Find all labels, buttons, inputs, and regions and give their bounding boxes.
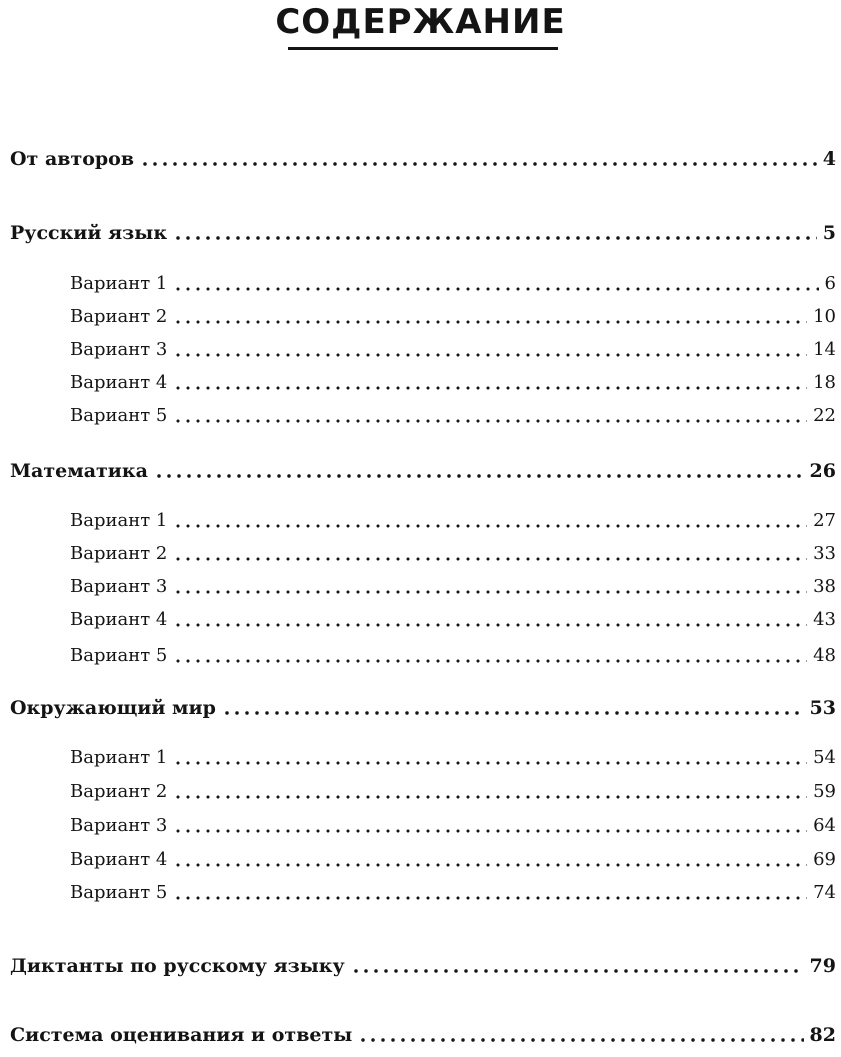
toc-subentry-page: 64 [813, 815, 836, 836]
toc-subentry-page: 14 [813, 339, 836, 360]
toc-subentry-label: Вариант 4 [70, 372, 168, 393]
toc-subentry-label: Вариант 4 [70, 849, 168, 870]
toc-subentry-russian-variant-3[interactable] [70, 339, 836, 360]
toc-subentry-label: Вариант 5 [70, 882, 168, 903]
toc-entry-label: Система оценивания и ответы [10, 1024, 353, 1046]
dot-leader [140, 162, 817, 166]
dot-leader [173, 761, 807, 765]
toc-entry-grading-and-answers[interactable] [10, 1024, 836, 1046]
toc-entry-russian-language[interactable] [10, 222, 836, 244]
dot-leader [351, 969, 804, 973]
toc-entry-page: 53 [809, 697, 836, 719]
toc-entry-page: 79 [809, 955, 836, 977]
toc-subentry-label: Вариант 3 [70, 815, 168, 836]
toc-subentry-label: Вариант 1 [70, 747, 168, 768]
toc-subentry-math-variant-3[interactable] [70, 576, 836, 597]
toc-entry-page: 5 [822, 222, 836, 244]
toc-entry-label: От авторов [10, 148, 135, 170]
toc-subentry-russian-variant-1[interactable] [70, 273, 836, 294]
toc-subentry-page: 38 [813, 576, 836, 597]
toc-subentry-label: Вариант 2 [70, 781, 168, 802]
toc-subentry-world-variant-5[interactable] [70, 882, 836, 903]
dot-leader [222, 711, 804, 715]
toc-subentry-label: Вариант 1 [70, 273, 168, 294]
toc-subentry-russian-variant-5[interactable] [70, 405, 836, 426]
dot-leader [173, 659, 807, 663]
toc-subentry-page: 43 [813, 609, 836, 630]
title-underline [288, 47, 558, 50]
dot-leader [173, 386, 807, 390]
dot-leader [154, 474, 804, 478]
toc-subentry-page: 54 [813, 747, 836, 768]
toc-entry-page: 4 [822, 148, 836, 170]
toc-subentry-world-variant-4[interactable] [70, 849, 836, 870]
toc-subentry-label: Вариант 3 [70, 339, 168, 360]
toc-entry-page: 26 [809, 460, 836, 482]
toc-subentry-page: 74 [813, 882, 836, 903]
toc-subentry-label: Вариант 2 [70, 306, 168, 327]
toc-subentry-world-variant-2[interactable] [70, 781, 836, 802]
toc-subentry-page: 18 [813, 372, 836, 393]
dot-leader [173, 863, 807, 867]
toc-entry-label: Русский язык [10, 222, 168, 244]
dot-leader [173, 795, 807, 799]
page-title: СОДЕРЖАНИЕ [275, 2, 566, 42]
toc-entry-from-authors[interactable] [10, 148, 836, 170]
toc-entry-dictations[interactable] [10, 955, 836, 977]
toc-subentry-world-variant-1[interactable] [70, 747, 836, 768]
toc-subentry-label: Вариант 2 [70, 543, 168, 564]
dot-leader [173, 320, 807, 324]
toc-subentry-label: Вариант 5 [70, 645, 168, 666]
toc-subentry-page: 10 [813, 306, 836, 327]
dot-leader [173, 829, 807, 833]
toc-subentry-russian-variant-2[interactable] [70, 306, 836, 327]
toc-subentry-math-variant-2[interactable] [70, 543, 836, 564]
toc-subentry-page: 69 [813, 849, 836, 870]
toc-subentry-page: 27 [813, 510, 836, 531]
toc-subentry-label: Вариант 1 [70, 510, 168, 531]
dot-leader [173, 236, 817, 240]
toc-subentry-math-variant-5[interactable] [70, 645, 836, 666]
toc-subentry-page: 33 [813, 543, 836, 564]
toc-subentry-label: Вариант 4 [70, 609, 168, 630]
dot-leader [173, 287, 818, 291]
toc-subentry-russian-variant-4[interactable] [70, 372, 836, 393]
dot-leader [173, 419, 807, 423]
dot-leader [173, 623, 807, 627]
toc-subentry-page: 59 [813, 781, 836, 802]
toc-subentry-label: Вариант 3 [70, 576, 168, 597]
toc-entry-label: Диктанты по русскому языку [10, 955, 345, 977]
toc-entry-label: Математика [10, 460, 148, 482]
dot-leader [173, 896, 807, 900]
toc-subentry-math-variant-1[interactable] [70, 510, 836, 531]
dot-leader [173, 524, 807, 528]
toc-subentry-page: 22 [813, 405, 836, 426]
dot-leader [173, 557, 807, 561]
toc-subentry-page: 48 [813, 645, 836, 666]
toc-entry-label: Окружающий мир [10, 697, 216, 719]
dot-leader [173, 590, 807, 594]
dot-leader [358, 1038, 803, 1042]
toc-subentry-world-variant-3[interactable] [70, 815, 836, 836]
toc-subentry-page: 6 [824, 273, 836, 294]
toc-entry-mathematics[interactable] [10, 460, 836, 482]
toc-subentry-math-variant-4[interactable] [70, 609, 836, 630]
dot-leader [173, 353, 807, 357]
toc-entry-world-around[interactable] [10, 697, 836, 719]
toc-entry-page: 82 [809, 1024, 836, 1046]
toc-subentry-label: Вариант 5 [70, 405, 168, 426]
